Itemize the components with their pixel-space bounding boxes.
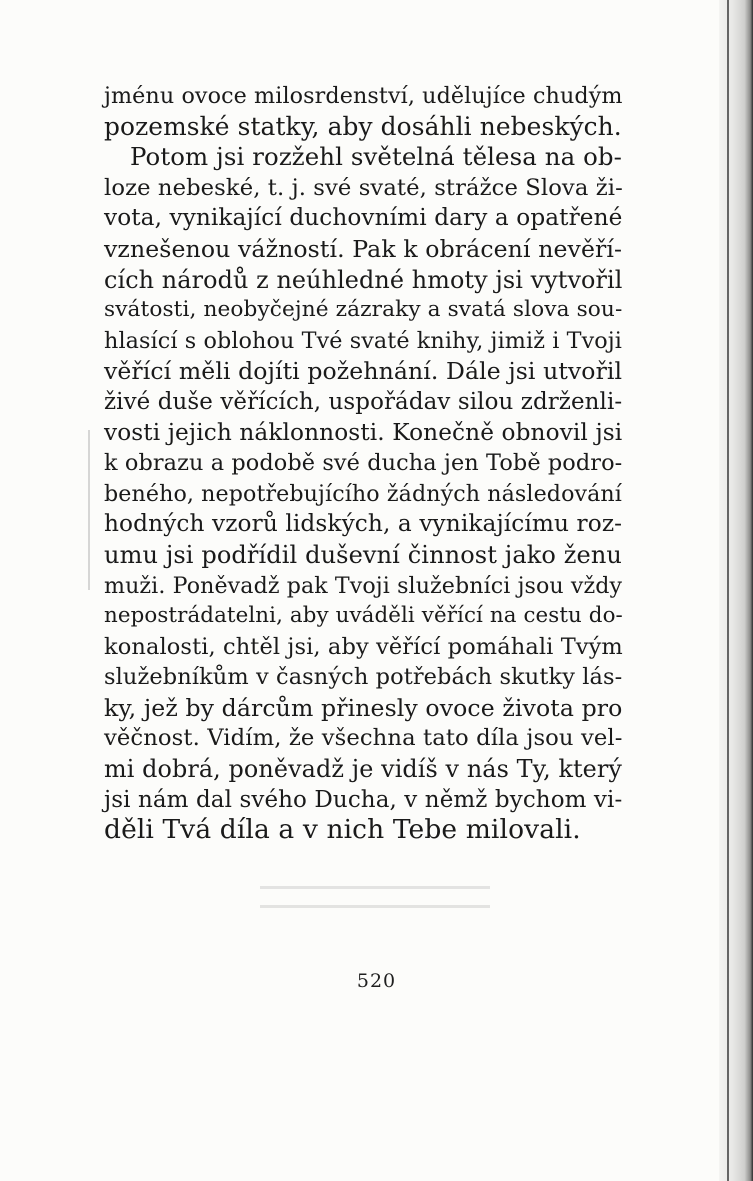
- text-line: jsi nám dal svého Ducha, v němž bychom vi-: [104, 786, 623, 813]
- text-line: nepostrádatelni, aby uváděli věřící na cestu do-: [104, 603, 623, 629]
- text-line: svátosti, neobyčejné zázraky a svatá slova sou-: [104, 297, 623, 323]
- text-line: hodných vzorů lidských, a vynikajícímu roz-: [104, 510, 623, 538]
- text-line: ky, jež by dárcům přinesly ovoce života pro: [104, 693, 623, 722]
- text-line: živé duše věřících, uspořádav silou zdrženli-: [104, 388, 623, 415]
- text-line: vznešenou vážností. Pak k obrácení nevěří-: [104, 234, 623, 263]
- page-edge-line: [727, 0, 729, 1181]
- page-number: 520: [356, 970, 397, 992]
- text-line: umu jsi podřídil duševní činnost jako ženu: [104, 540, 622, 569]
- book-spine-edge: [719, 0, 753, 1181]
- text-line: mi dobrá, poněvadž je vidíš v nás Ty, který: [104, 755, 622, 784]
- text-line: vota, vynikající duchovními dary a opatřené: [104, 204, 623, 232]
- text-line: konalosti, chtěl jsi, aby věřící pomáhali Tvým: [104, 633, 623, 660]
- text-line: muži. Poněvadž pak Tvoji služebníci jsou vždy: [104, 572, 623, 599]
- text-line: jménu ovoce milosrdenství, udělujíce chudým: [104, 83, 623, 109]
- body-text: [104, 81, 622, 846]
- text-line: beného, nepotřebujícího žádných následování: [104, 480, 622, 507]
- text-line: děli Tvá díla a v nich Tebe milovali.: [104, 814, 581, 846]
- text-line: vosti jejich náklonnosti. Konečně obnovil jsi: [104, 418, 623, 446]
- text-line: věčnost. Vidím, že všechna tato díla jsou vel-: [104, 725, 623, 752]
- text-line: služebníkům v časných potřebách skutky lás-: [104, 664, 623, 691]
- text-line: cích národů z neúhledné hmoty jsi vytvořil: [104, 265, 623, 294]
- text-line: Potom jsi rozžehl světelná tělesa na ob-: [130, 142, 622, 172]
- text-line: věřící měli dojíti požehnání. Dále jsi utvořil: [104, 357, 623, 386]
- show-through-text: [260, 870, 490, 930]
- text-line: loze nebeské, t. j. své svaté, strážce Slova ži-: [104, 174, 623, 201]
- margin-pencil-mark: [88, 430, 90, 590]
- text-line: pozemské statky, aby dosáhli nebeských.: [104, 111, 622, 141]
- text-line: hlasící s oblohou Tvé svaté knihy, jimiž i Tvoji: [104, 327, 622, 354]
- text-line: k obrazu a podobě své ducha jen Tobě podro-: [104, 450, 623, 477]
